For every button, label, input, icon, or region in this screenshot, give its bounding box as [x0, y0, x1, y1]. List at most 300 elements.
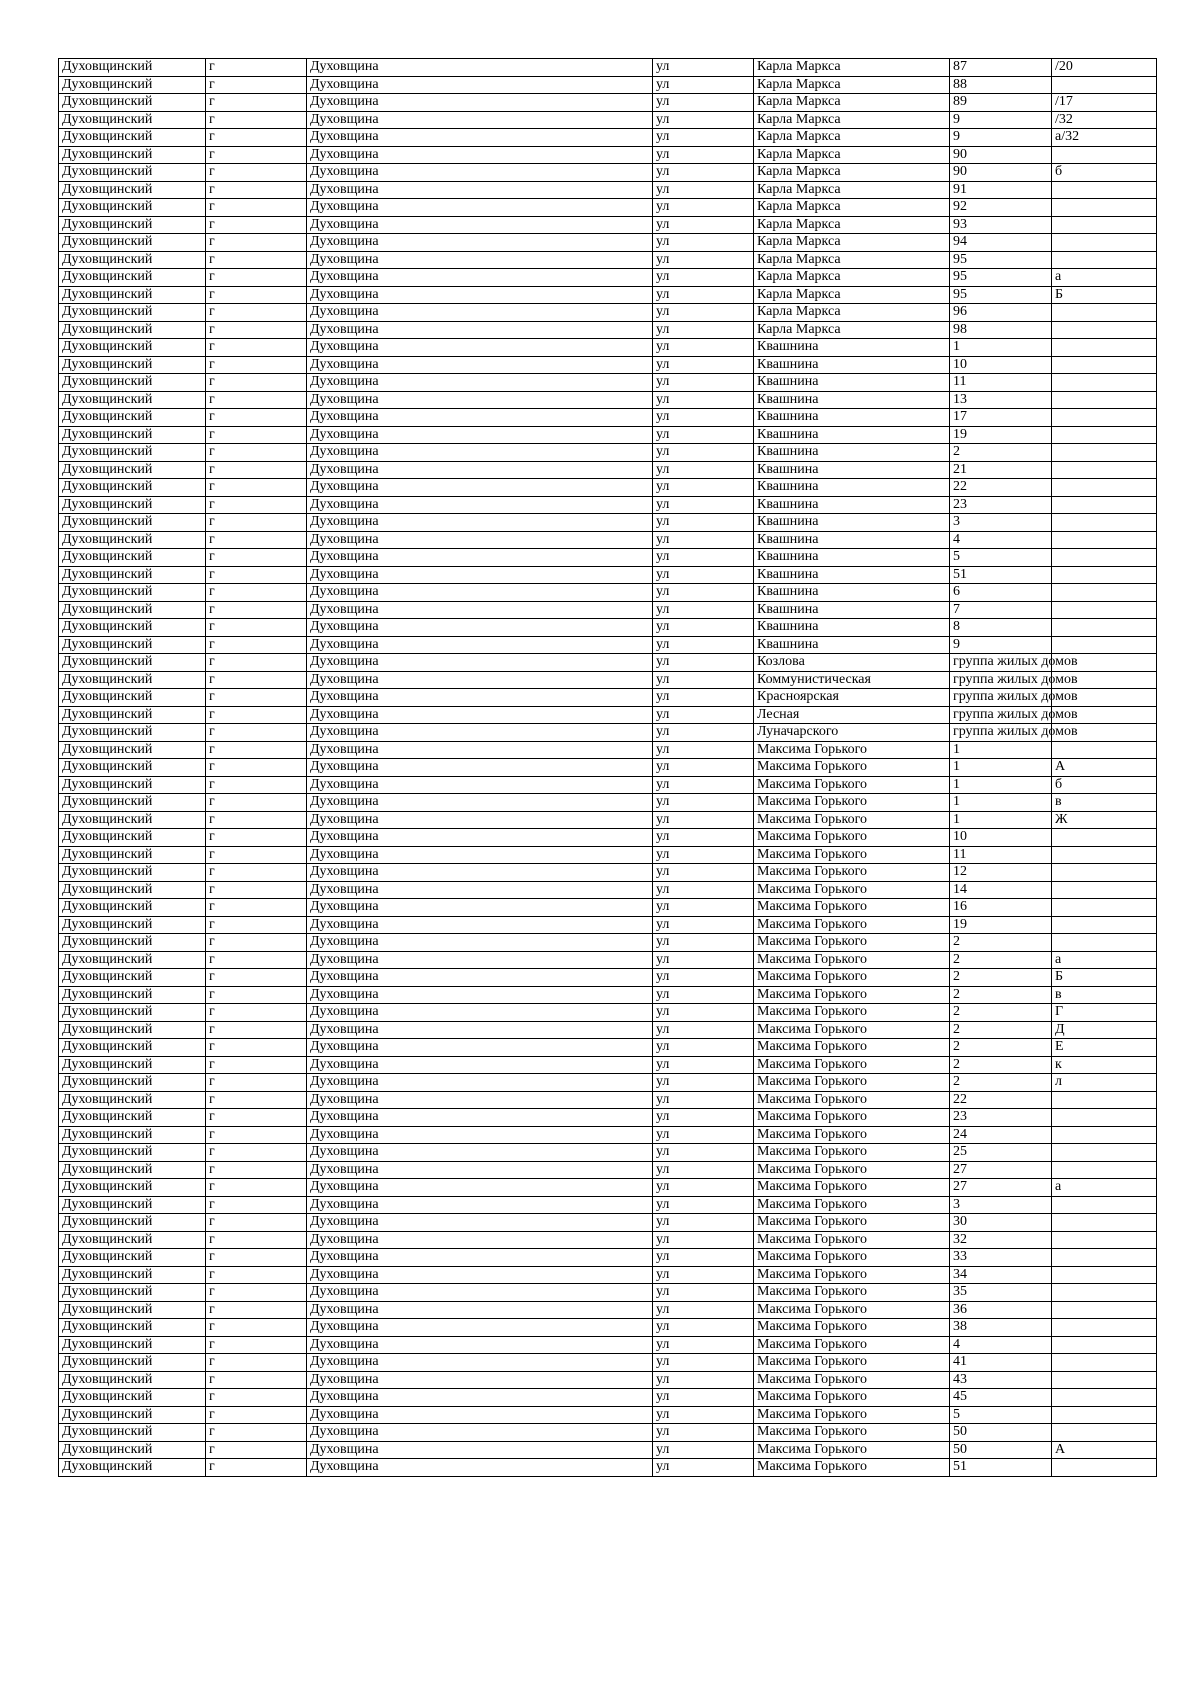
- settlement-type-cell: г: [206, 706, 307, 724]
- street-type-cell: ул: [653, 321, 754, 339]
- district-cell: Духовщинский: [59, 286, 206, 304]
- street-type-cell: ул: [653, 566, 754, 584]
- street-type-cell: ул: [653, 899, 754, 917]
- table-row: [59, 146, 1157, 164]
- settlement-type-cell: г: [206, 146, 307, 164]
- street-cell: Максима Горького: [754, 1039, 950, 1057]
- house-suffix-cell: [1052, 1319, 1157, 1337]
- house-number-cell: 1: [950, 776, 1052, 794]
- settlement-type-cell: г: [206, 654, 307, 672]
- settlement-type-cell: г: [206, 794, 307, 812]
- house-suffix-cell: Е: [1052, 1039, 1157, 1057]
- district-cell: Духовщинский: [59, 584, 206, 602]
- district-cell: Духовщинский: [59, 811, 206, 829]
- house-number-cell: 2: [950, 1056, 1052, 1074]
- street-cell: Квашнина: [754, 409, 950, 427]
- house-suffix-cell: [1052, 741, 1157, 759]
- table-row: [59, 566, 1157, 584]
- street-cell: Максима Горького: [754, 1371, 950, 1389]
- district-cell: Духовщинский: [59, 1126, 206, 1144]
- table-row: [59, 969, 1157, 987]
- settlement-cell: Духовщина: [307, 829, 653, 847]
- table-row: [59, 1301, 1157, 1319]
- district-cell: Духовщинский: [59, 76, 206, 94]
- settlement-cell: Духовщина: [307, 654, 653, 672]
- settlement-cell: Духовщина: [307, 1336, 653, 1354]
- district-cell: Духовщинский: [59, 496, 206, 514]
- street-cell: Карла Маркса: [754, 146, 950, 164]
- house-number-cell: группа жилых домов: [950, 654, 1052, 672]
- district-cell: Духовщинский: [59, 94, 206, 112]
- house-suffix-cell: в: [1052, 794, 1157, 812]
- street-cell: Максима Горького: [754, 1126, 950, 1144]
- settlement-type-cell: г: [206, 636, 307, 654]
- district-cell: Духовщинский: [59, 321, 206, 339]
- settlement-type-cell: г: [206, 59, 307, 77]
- house-number-cell: 12: [950, 864, 1052, 882]
- table-row: [59, 1214, 1157, 1232]
- street-type-cell: ул: [653, 549, 754, 567]
- street-cell: Карла Маркса: [754, 216, 950, 234]
- house-suffix-cell: [1052, 1284, 1157, 1302]
- settlement-type-cell: г: [206, 269, 307, 287]
- house-suffix-cell: [1052, 1459, 1157, 1477]
- settlement-cell: Духовщина: [307, 601, 653, 619]
- table-row: [59, 846, 1157, 864]
- street-type-cell: ул: [653, 986, 754, 1004]
- street-cell: Максима Горького: [754, 1161, 950, 1179]
- street-cell: Карла Маркса: [754, 59, 950, 77]
- street-type-cell: ул: [653, 444, 754, 462]
- street-cell: Максима Горького: [754, 1406, 950, 1424]
- house-suffix-cell: [1052, 636, 1157, 654]
- district-cell: Духовщинский: [59, 1319, 206, 1337]
- street-type-cell: ул: [653, 969, 754, 987]
- house-number-cell: 2: [950, 951, 1052, 969]
- district-cell: Духовщинский: [59, 251, 206, 269]
- house-suffix-cell: Б: [1052, 286, 1157, 304]
- settlement-type-cell: г: [206, 514, 307, 532]
- settlement-type-cell: г: [206, 1441, 307, 1459]
- street-cell: Карла Маркса: [754, 129, 950, 147]
- street-type-cell: ул: [653, 216, 754, 234]
- house-suffix-cell: [1052, 1266, 1157, 1284]
- settlement-type-cell: г: [206, 759, 307, 777]
- district-cell: Духовщинский: [59, 671, 206, 689]
- settlement-cell: Духовщина: [307, 59, 653, 77]
- district-cell: Духовщинский: [59, 146, 206, 164]
- settlement-cell: Духовщина: [307, 741, 653, 759]
- street-cell: Квашнина: [754, 339, 950, 357]
- settlement-cell: Духовщина: [307, 986, 653, 1004]
- settlement-cell: Духовщина: [307, 1459, 653, 1477]
- settlement-type-cell: г: [206, 304, 307, 322]
- street-cell: Максима Горького: [754, 1424, 950, 1442]
- table-row: [59, 444, 1157, 462]
- street-cell: Квашнина: [754, 496, 950, 514]
- settlement-type-cell: г: [206, 811, 307, 829]
- house-number-cell: 98: [950, 321, 1052, 339]
- street-cell: Квашнина: [754, 444, 950, 462]
- house-number-cell: 23: [950, 1109, 1052, 1127]
- table-row: [59, 1249, 1157, 1267]
- street-type-cell: ул: [653, 1319, 754, 1337]
- house-number-cell: 10: [950, 829, 1052, 847]
- street-cell: Карла Маркса: [754, 304, 950, 322]
- settlement-cell: Духовщина: [307, 1196, 653, 1214]
- table-row: [59, 636, 1157, 654]
- street-cell: Максима Горького: [754, 1301, 950, 1319]
- house-number-cell: 1: [950, 759, 1052, 777]
- house-number-cell: 1: [950, 741, 1052, 759]
- district-cell: Духовщинский: [59, 1406, 206, 1424]
- settlement-type-cell: г: [206, 566, 307, 584]
- house-number-cell: 7: [950, 601, 1052, 619]
- district-cell: Духовщинский: [59, 1039, 206, 1057]
- house-number-cell: 2: [950, 1021, 1052, 1039]
- house-number-cell: 94: [950, 234, 1052, 252]
- settlement-cell: Духовщина: [307, 1354, 653, 1372]
- street-type-cell: ул: [653, 951, 754, 969]
- house-suffix-cell: а: [1052, 1179, 1157, 1197]
- house-suffix-cell: [1052, 1214, 1157, 1232]
- district-cell: Духовщинский: [59, 356, 206, 374]
- house-suffix-cell: [1052, 374, 1157, 392]
- settlement-cell: Духовщина: [307, 969, 653, 987]
- district-cell: Духовщинский: [59, 304, 206, 322]
- settlement-type-cell: г: [206, 969, 307, 987]
- street-type-cell: ул: [653, 1249, 754, 1267]
- district-cell: Духовщинский: [59, 759, 206, 777]
- house-number-cell: 17: [950, 409, 1052, 427]
- house-suffix-cell: к: [1052, 1056, 1157, 1074]
- house-number-cell: 6: [950, 584, 1052, 602]
- street-type-cell: ул: [653, 339, 754, 357]
- settlement-type-cell: г: [206, 1459, 307, 1477]
- settlement-cell: Духовщина: [307, 549, 653, 567]
- table-row: [59, 951, 1157, 969]
- street-type-cell: ул: [653, 934, 754, 952]
- table-row: [59, 584, 1157, 602]
- street-cell: Максима Горького: [754, 1179, 950, 1197]
- house-suffix-cell: [1052, 916, 1157, 934]
- settlement-type-cell: г: [206, 1371, 307, 1389]
- house-suffix-cell: [1052, 1161, 1157, 1179]
- settlement-cell: Духовщина: [307, 759, 653, 777]
- house-number-cell: 36: [950, 1301, 1052, 1319]
- house-number-cell: 51: [950, 566, 1052, 584]
- settlement-cell: Духовщина: [307, 934, 653, 952]
- street-type-cell: ул: [653, 776, 754, 794]
- district-cell: Духовщинский: [59, 409, 206, 427]
- district-cell: Духовщинский: [59, 549, 206, 567]
- house-number-cell: 2: [950, 1074, 1052, 1092]
- settlement-cell: Духовщина: [307, 199, 653, 217]
- street-type-cell: ул: [653, 759, 754, 777]
- house-suffix-cell: [1052, 146, 1157, 164]
- house-number-cell: 35: [950, 1284, 1052, 1302]
- settlement-type-cell: г: [206, 1319, 307, 1337]
- street-type-cell: ул: [653, 269, 754, 287]
- house-suffix-cell: [1052, 479, 1157, 497]
- table-row: [59, 829, 1157, 847]
- district-cell: Духовщинский: [59, 829, 206, 847]
- settlement-cell: Духовщина: [307, 1406, 653, 1424]
- table-row: [59, 916, 1157, 934]
- house-suffix-cell: [1052, 426, 1157, 444]
- settlement-cell: Духовщина: [307, 1109, 653, 1127]
- street-type-cell: ул: [653, 916, 754, 934]
- table-row: [59, 1266, 1157, 1284]
- settlement-type-cell: г: [206, 1039, 307, 1057]
- table-row: [59, 1336, 1157, 1354]
- house-suffix-cell: [1052, 1301, 1157, 1319]
- settlement-cell: Духовщина: [307, 356, 653, 374]
- table-row: [59, 129, 1157, 147]
- table-row: [59, 1284, 1157, 1302]
- street-type-cell: ул: [653, 811, 754, 829]
- street-cell: Квашнина: [754, 479, 950, 497]
- house-number-cell: 14: [950, 881, 1052, 899]
- street-type-cell: ул: [653, 619, 754, 637]
- settlement-type-cell: г: [206, 1144, 307, 1162]
- settlement-cell: Духовщина: [307, 1249, 653, 1267]
- street-cell: Максима Горького: [754, 951, 950, 969]
- street-type-cell: ул: [653, 1424, 754, 1442]
- street-type-cell: ул: [653, 1196, 754, 1214]
- table-row: [59, 1459, 1157, 1477]
- house-suffix-cell: [1052, 566, 1157, 584]
- settlement-cell: Духовщина: [307, 304, 653, 322]
- table-row: [59, 391, 1157, 409]
- settlement-type-cell: г: [206, 94, 307, 112]
- house-number-cell: 2: [950, 1039, 1052, 1057]
- street-type-cell: ул: [653, 864, 754, 882]
- house-suffix-cell: Г: [1052, 1004, 1157, 1022]
- street-type-cell: ул: [653, 1266, 754, 1284]
- settlement-cell: Духовщина: [307, 1126, 653, 1144]
- street-cell: Максима Горького: [754, 1389, 950, 1407]
- settlement-cell: Духовщина: [307, 479, 653, 497]
- settlement-type-cell: г: [206, 286, 307, 304]
- house-suffix-cell: [1052, 881, 1157, 899]
- settlement-type-cell: г: [206, 1109, 307, 1127]
- street-type-cell: ул: [653, 514, 754, 532]
- district-cell: Духовщинский: [59, 1389, 206, 1407]
- house-number-cell: 95: [950, 251, 1052, 269]
- table-row: [59, 286, 1157, 304]
- table-row: [59, 374, 1157, 392]
- settlement-cell: Духовщина: [307, 426, 653, 444]
- settlement-cell: Духовщина: [307, 811, 653, 829]
- settlement-type-cell: г: [206, 916, 307, 934]
- settlement-cell: Духовщина: [307, 899, 653, 917]
- district-cell: Духовщинский: [59, 794, 206, 812]
- street-cell: Максима Горького: [754, 829, 950, 847]
- settlement-cell: Духовщина: [307, 409, 653, 427]
- table-row: [59, 986, 1157, 1004]
- table-row: [59, 1144, 1157, 1162]
- street-cell: Максима Горького: [754, 1004, 950, 1022]
- settlement-type-cell: г: [206, 479, 307, 497]
- house-suffix-cell: [1052, 1091, 1157, 1109]
- settlement-type-cell: г: [206, 251, 307, 269]
- district-cell: Духовщинский: [59, 199, 206, 217]
- house-suffix-cell: б: [1052, 776, 1157, 794]
- house-suffix-cell: [1052, 444, 1157, 462]
- table-row: [59, 811, 1157, 829]
- street-cell: Квашнина: [754, 461, 950, 479]
- street-cell: Квашнина: [754, 636, 950, 654]
- house-number-cell: 43: [950, 1371, 1052, 1389]
- house-suffix-cell: [1052, 321, 1157, 339]
- settlement-cell: Духовщина: [307, 1056, 653, 1074]
- settlement-type-cell: г: [206, 1336, 307, 1354]
- settlement-type-cell: г: [206, 829, 307, 847]
- street-type-cell: ул: [653, 794, 754, 812]
- district-cell: Духовщинский: [59, 1266, 206, 1284]
- settlement-type-cell: г: [206, 391, 307, 409]
- settlement-cell: Духовщина: [307, 864, 653, 882]
- settlement-type-cell: г: [206, 461, 307, 479]
- street-cell: Квашнина: [754, 566, 950, 584]
- house-suffix-cell: [1052, 304, 1157, 322]
- street-cell: Карла Маркса: [754, 251, 950, 269]
- street-type-cell: ул: [653, 59, 754, 77]
- table-row: [59, 479, 1157, 497]
- settlement-cell: Духовщина: [307, 146, 653, 164]
- house-number-cell: 34: [950, 1266, 1052, 1284]
- street-type-cell: ул: [653, 654, 754, 672]
- street-cell: Максима Горького: [754, 1056, 950, 1074]
- street-cell: Квашнина: [754, 426, 950, 444]
- settlement-type-cell: г: [206, 689, 307, 707]
- settlement-type-cell: г: [206, 951, 307, 969]
- street-type-cell: ул: [653, 1109, 754, 1127]
- street-cell: Квашнина: [754, 391, 950, 409]
- table-row: [59, 1196, 1157, 1214]
- house-number-cell: 33: [950, 1249, 1052, 1267]
- house-number-cell: группа жилых домов: [950, 724, 1052, 742]
- house-number-cell: 22: [950, 1091, 1052, 1109]
- house-suffix-cell: [1052, 1389, 1157, 1407]
- settlement-cell: Духовщина: [307, 1266, 653, 1284]
- settlement-cell: Духовщина: [307, 76, 653, 94]
- settlement-cell: Духовщина: [307, 1319, 653, 1337]
- street-cell: Карла Маркса: [754, 164, 950, 182]
- settlement-cell: Духовщина: [307, 234, 653, 252]
- house-number-cell: 25: [950, 1144, 1052, 1162]
- house-number-cell: 2: [950, 934, 1052, 952]
- district-cell: Духовщинский: [59, 969, 206, 987]
- settlement-type-cell: г: [206, 1214, 307, 1232]
- street-cell: Максима Горького: [754, 1441, 950, 1459]
- table-row: [59, 1441, 1157, 1459]
- house-number-cell: 19: [950, 916, 1052, 934]
- table-row: [59, 1091, 1157, 1109]
- settlement-cell: Духовщина: [307, 776, 653, 794]
- house-suffix-cell: Ж: [1052, 811, 1157, 829]
- street-cell: Карла Маркса: [754, 94, 950, 112]
- street-type-cell: ул: [653, 1214, 754, 1232]
- settlement-cell: Духовщина: [307, 251, 653, 269]
- street-cell: Максима Горького: [754, 1109, 950, 1127]
- street-type-cell: ул: [653, 146, 754, 164]
- house-number-cell: 30: [950, 1214, 1052, 1232]
- street-type-cell: ул: [653, 181, 754, 199]
- house-number-cell: 2: [950, 986, 1052, 1004]
- street-type-cell: ул: [653, 426, 754, 444]
- street-type-cell: ул: [653, 94, 754, 112]
- district-cell: Духовщинский: [59, 1354, 206, 1372]
- table-row: [59, 934, 1157, 952]
- district-cell: Духовщинский: [59, 1004, 206, 1022]
- settlement-cell: Духовщина: [307, 1441, 653, 1459]
- house-suffix-cell: [1052, 1126, 1157, 1144]
- house-number-cell: 41: [950, 1354, 1052, 1372]
- table-row: [59, 531, 1157, 549]
- settlement-cell: Духовщина: [307, 531, 653, 549]
- street-type-cell: ул: [653, 741, 754, 759]
- street-type-cell: ул: [653, 881, 754, 899]
- settlement-type-cell: г: [206, 339, 307, 357]
- house-suffix-cell: [1052, 339, 1157, 357]
- district-cell: Духовщинский: [59, 951, 206, 969]
- settlement-cell: Духовщина: [307, 1214, 653, 1232]
- house-number-cell: 95: [950, 269, 1052, 287]
- street-cell: Карла Маркса: [754, 321, 950, 339]
- house-suffix-cell: [1052, 1354, 1157, 1372]
- settlement-cell: Духовщина: [307, 496, 653, 514]
- street-cell: Максима Горького: [754, 1459, 950, 1477]
- settlement-cell: Духовщина: [307, 846, 653, 864]
- district-cell: Духовщинский: [59, 426, 206, 444]
- settlement-type-cell: г: [206, 356, 307, 374]
- house-suffix-cell: в: [1052, 986, 1157, 1004]
- settlement-cell: Духовщина: [307, 584, 653, 602]
- table-row: [59, 234, 1157, 252]
- district-cell: Духовщинский: [59, 1144, 206, 1162]
- street-type-cell: ул: [653, 689, 754, 707]
- house-suffix-cell: а: [1052, 269, 1157, 287]
- house-suffix-cell: [1052, 601, 1157, 619]
- settlement-type-cell: г: [206, 1021, 307, 1039]
- settlement-type-cell: г: [206, 426, 307, 444]
- settlement-cell: Духовщина: [307, 1179, 653, 1197]
- street-cell: Максима Горького: [754, 1284, 950, 1302]
- house-number-cell: 2: [950, 444, 1052, 462]
- table-row: [59, 164, 1157, 182]
- street-type-cell: ул: [653, 1091, 754, 1109]
- district-cell: Духовщинский: [59, 1021, 206, 1039]
- house-suffix-cell: [1052, 1406, 1157, 1424]
- house-number-cell: 87: [950, 59, 1052, 77]
- district-cell: Духовщинский: [59, 724, 206, 742]
- settlement-type-cell: г: [206, 601, 307, 619]
- street-type-cell: ул: [653, 1126, 754, 1144]
- street-type-cell: ул: [653, 724, 754, 742]
- settlement-cell: Духовщина: [307, 671, 653, 689]
- street-type-cell: ул: [653, 304, 754, 322]
- house-number-cell: 51: [950, 1459, 1052, 1477]
- table-row: [59, 181, 1157, 199]
- house-suffix-cell: [1052, 1371, 1157, 1389]
- street-type-cell: ул: [653, 234, 754, 252]
- house-number-cell: группа жилых домов: [950, 671, 1052, 689]
- street-cell: Карла Маркса: [754, 234, 950, 252]
- district-cell: Духовщинский: [59, 391, 206, 409]
- table-row: [59, 514, 1157, 532]
